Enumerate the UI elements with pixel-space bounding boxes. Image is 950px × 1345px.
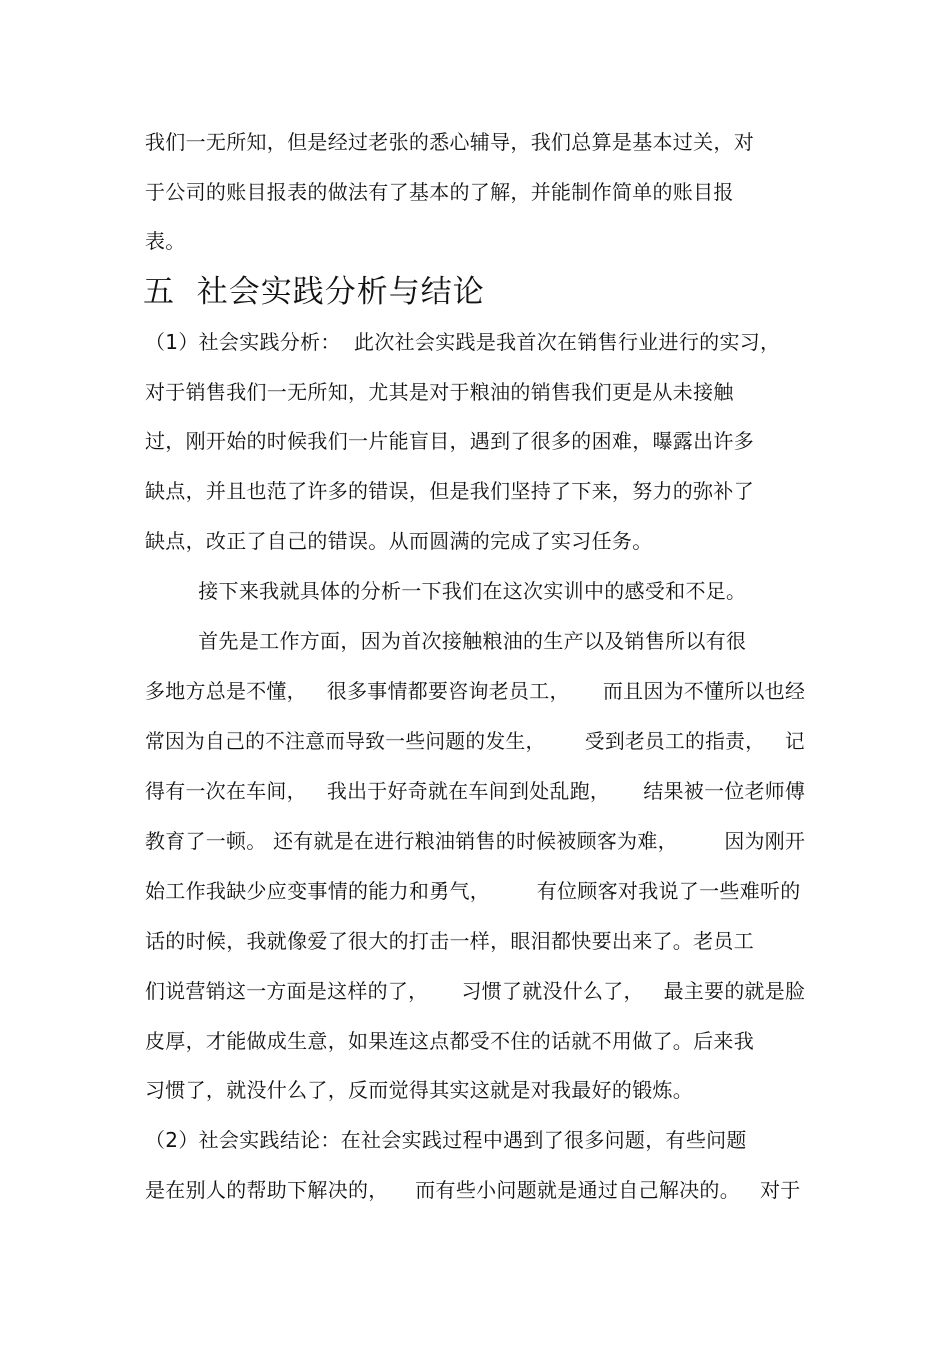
para-first-line-6: 始工作我缺少应变事情的能力和勇气， 有位顾客对我说了一些难听的: [145, 879, 801, 903]
intro-line-1: 我们一无所知，但是经过老张的悉心辅导，我们总算是基本过关，对: [145, 130, 754, 154]
para-first-line-1: 首先是工作方面，因为首次接触粮油的生产以及销售所以有很: [145, 629, 747, 653]
para-next-line-1: 接下来我就具体的分析一下我们在这次实训中的感受和不足。: [145, 579, 747, 603]
para-first-line-7: 话的时候，我就像爱了很大的打击一样，眼泪都快要出来了。老员工: [145, 929, 754, 953]
analysis-line-3: 过，刚开始的时候我们一片能盲目，遇到了很多的困难，曝露出许多: [145, 429, 754, 453]
analysis-line-5: 缺点，改正了自己的错误。从而圆满的完成了实习任务。: [145, 529, 653, 553]
intro-line-2: 于公司的账目报表的做法有了基本的了解，并能制作简单的账目报: [145, 180, 734, 204]
para-first-line-4: 得有一次在车间， 我出于好奇就在车间到处乱跑， 结果被一位老师傅: [145, 779, 806, 803]
analysis-line-4: 缺点，并且也范了许多的错误，但是我们坚持了下来，努力的弥补了: [145, 479, 754, 503]
para-first-line-3: 常因为自己的不注意而导致一些问题的发生， 受到老员工的指责， 记: [145, 729, 805, 753]
para-first-line-5: 教育了一顿。 还有就是在进行粮油销售的时候被顾客为难， 因为刚开: [145, 829, 806, 853]
analysis-line-2: 对于销售我们一无所知，尤其是对于粮油的销售我们更是从未接触: [145, 380, 734, 404]
conclusion-line-1: （2）社会实践结论：在社会实践过程中遇到了很多问题，有些问题: [145, 1128, 747, 1152]
analysis-line-1: （1）社会实践分析： 此次社会实践是我首次在销售行业进行的实习，: [145, 330, 781, 354]
para-first-line-8: 们说营销这一方面是这样的了， 习惯了就没什么了， 最主要的就是脸: [145, 979, 806, 1003]
para-first-line-10: 习惯了，就没什么了，反而觉得其实这就是对我最好的锻炼。: [145, 1078, 694, 1102]
para-first-line-9: 皮厚，才能做成生意，如果连这点都受不住的话就不用做了。后来我: [145, 1029, 754, 1053]
conclusion-line-2: 是在别人的帮助下解决的， 而有些小问题就是通过自己解决的。 对于: [145, 1178, 801, 1202]
section-heading: 五 社会实践分析与结论: [143, 274, 485, 310]
para-first-line-2: 多地方总是不懂， 很多事情都要咨询老员工， 而且因为不懂所以也经: [145, 679, 806, 703]
intro-line-3: 表。: [145, 229, 186, 253]
